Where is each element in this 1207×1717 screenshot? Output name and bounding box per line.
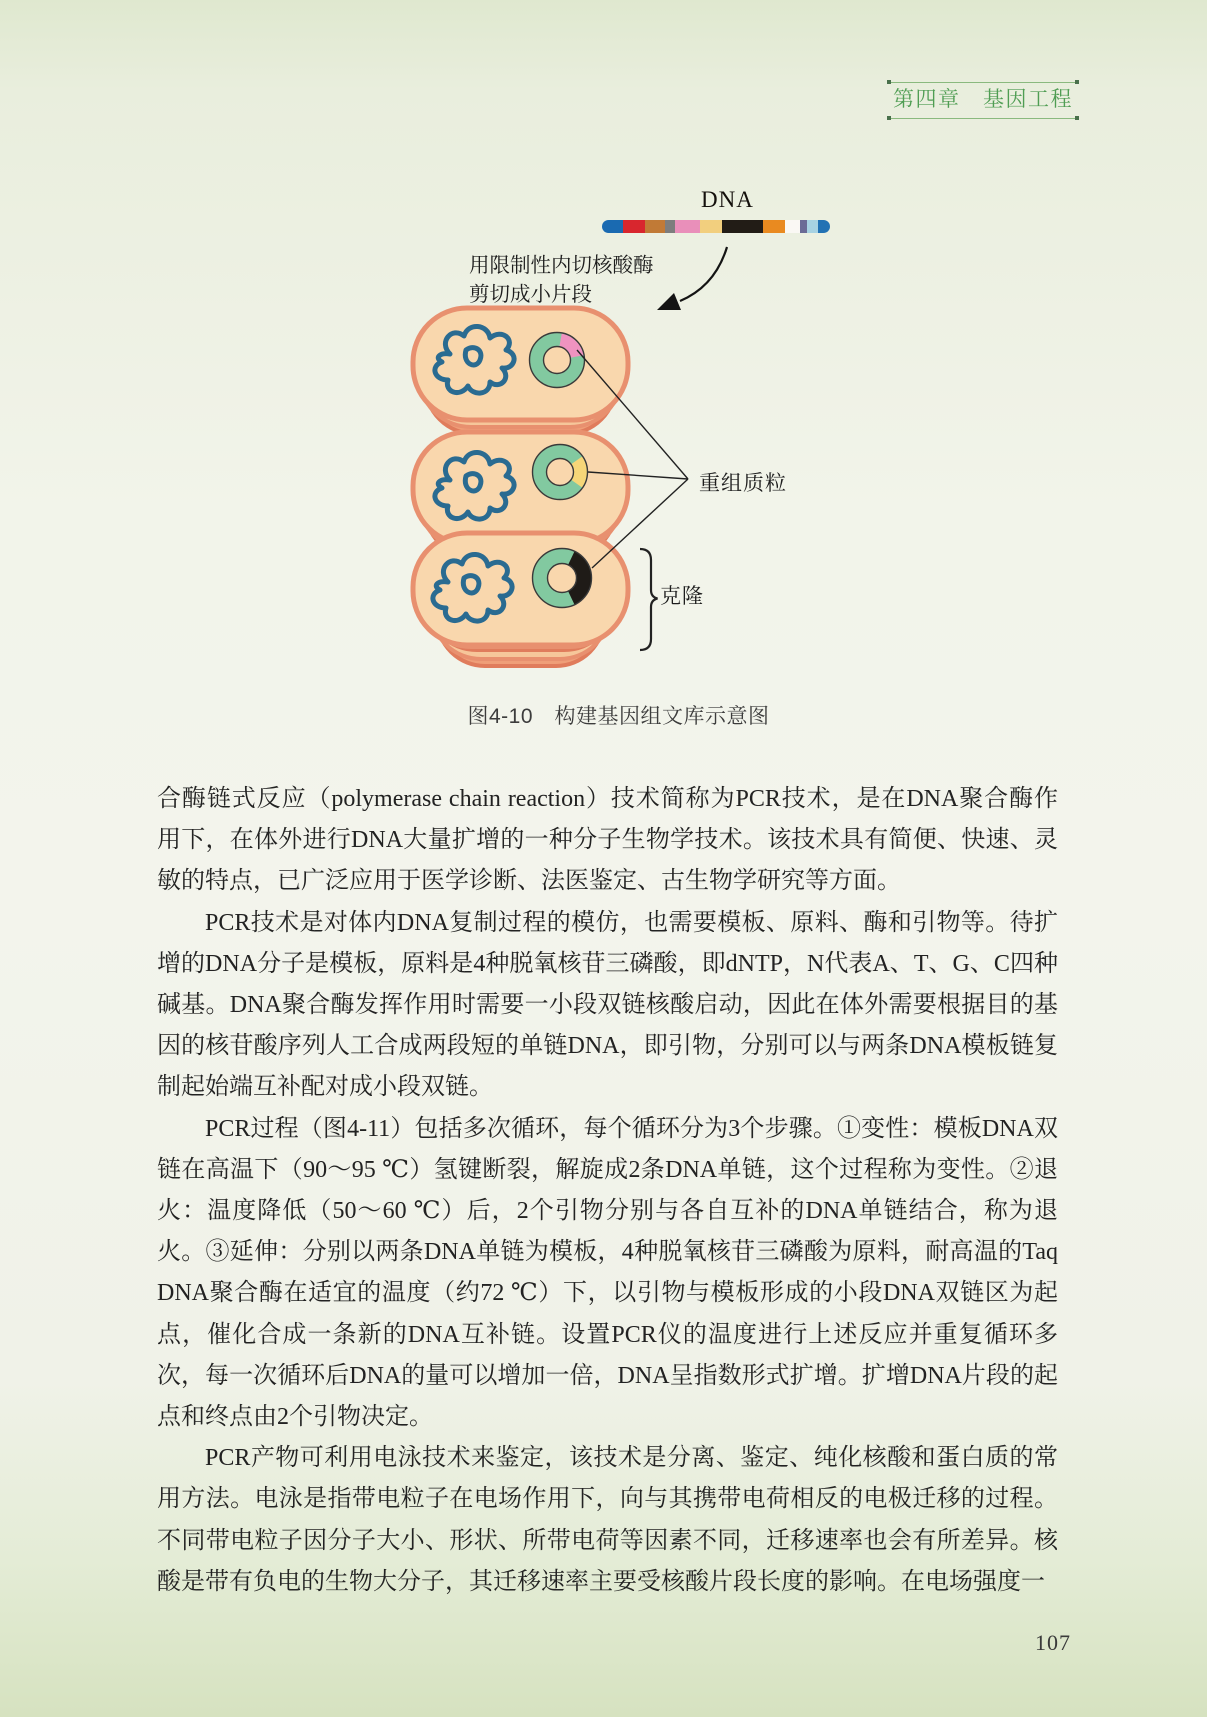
dna-segment [700,220,722,233]
bacterial-cell-3 [413,533,628,666]
dna-bar [602,220,830,233]
dna-segment [763,220,785,233]
page-number: 107 [1035,1630,1071,1655]
clone-brace [640,549,658,650]
body-text [157,779,1058,1603]
insert-fragment [577,460,581,484]
cut-arrow [657,247,727,310]
dna-segment [800,220,807,233]
dna-segment [675,220,700,233]
cell-body [413,308,628,420]
arrowhead-icon [657,293,681,310]
dna-segment [818,220,830,233]
dna-segment [807,220,818,233]
paragraph-1: 合酶链式反应（polymerase chain reaction）技术简称为PCR技术，是在DNA聚合酶作用下，在体外进行DNA大量扩增的一种分子生物学技术。该技术具有简便、快速、灵敏的特点，已广泛应用于医学诊断、法医鉴定、古生物学研究等方面。 [157,786,1058,895]
figure-4-10 [0,0,1207,740]
dna-segment [623,220,645,233]
cell-body [413,533,628,645]
restriction-enzyme-label-line1: 用限制性内切核酸酶 [469,254,654,277]
dna-segment [665,220,675,233]
dna-segment [722,220,763,233]
paragraph-2: PCR技术是对体内DNA复制过程的模仿，也需要模板、原料、酶和引物等。待扩增的DNA分子是模板，原料是4种脱氧核苷三磷酸，即dNTP，N代表A、T、G、C四种碱基。DNA聚合酶发挥作用时需要一小段双链核酸启动，因此在体外需要根据目的基因的核苷酸序列人工合成两段短的单链DNA，即引物，分别可以与两条DNA模板链复制起始端互补配对成小段双链。 [157,909,1058,1101]
cell-body [413,432,628,544]
restriction-enzyme-label-line2: 剪切成小片段 [469,282,592,306]
paragraph-3: PCR过程（图4-11）包括多次循环，每个循环分为3个步骤。①变性：模板DNA双链在高温下（90～95 ℃）氢键断裂，解旋成2条DNA单链，这个过程称为变性。②退火：温度降低（50～60 ℃）后，2个引物分别与各自互补的DNA单链结合，称为退火。③延伸：分别以两条DNA单链为模板，4种脱氧核苷三磷酸为原料，耐高温的Taq DNA聚合酶在适宜的温度（约72 ℃）下，以引物与模板形成的小段DNA双链区为起点，催化合成一条新的DNA互补链。设置PCR仪的温度进行上述反应并重复循环多次，每一次循环后DNA的量可以增加一倍，DNA呈指数形式扩增。扩增DNA片段的起点和终点由2个引物决定。 [157,1115,1058,1431]
restriction-enzyme-label [469,252,654,309]
clone-label: 克隆 [660,585,704,608]
recombinant-plasmid-label: 重组质粒 [699,472,787,495]
dna-segment [785,220,800,233]
chapter-title: 第四章 基因工程 [893,88,1073,111]
dna-segment [645,220,665,233]
dna-segment [602,220,623,233]
dna-label: DNA [701,187,754,212]
paragraph-4: PCR产物可利用电泳技术来鉴定，该技术是分离、鉴定、纯化核酸和蛋白质的常用方法。电泳是指带电粒子在电场作用下，向与其携带电荷相反的电极迁移的过程。不同带电粒子因分子大小、形状、所带电荷等因素不同，迁移速率也会有所差异。核酸是带有负电的生物大分子，其迁移速率主要受核酸片段长度的影响。在电场强度一 [157,1445,1058,1595]
figure-caption: 图4-10 构建基因组文库示意图 [467,705,770,728]
